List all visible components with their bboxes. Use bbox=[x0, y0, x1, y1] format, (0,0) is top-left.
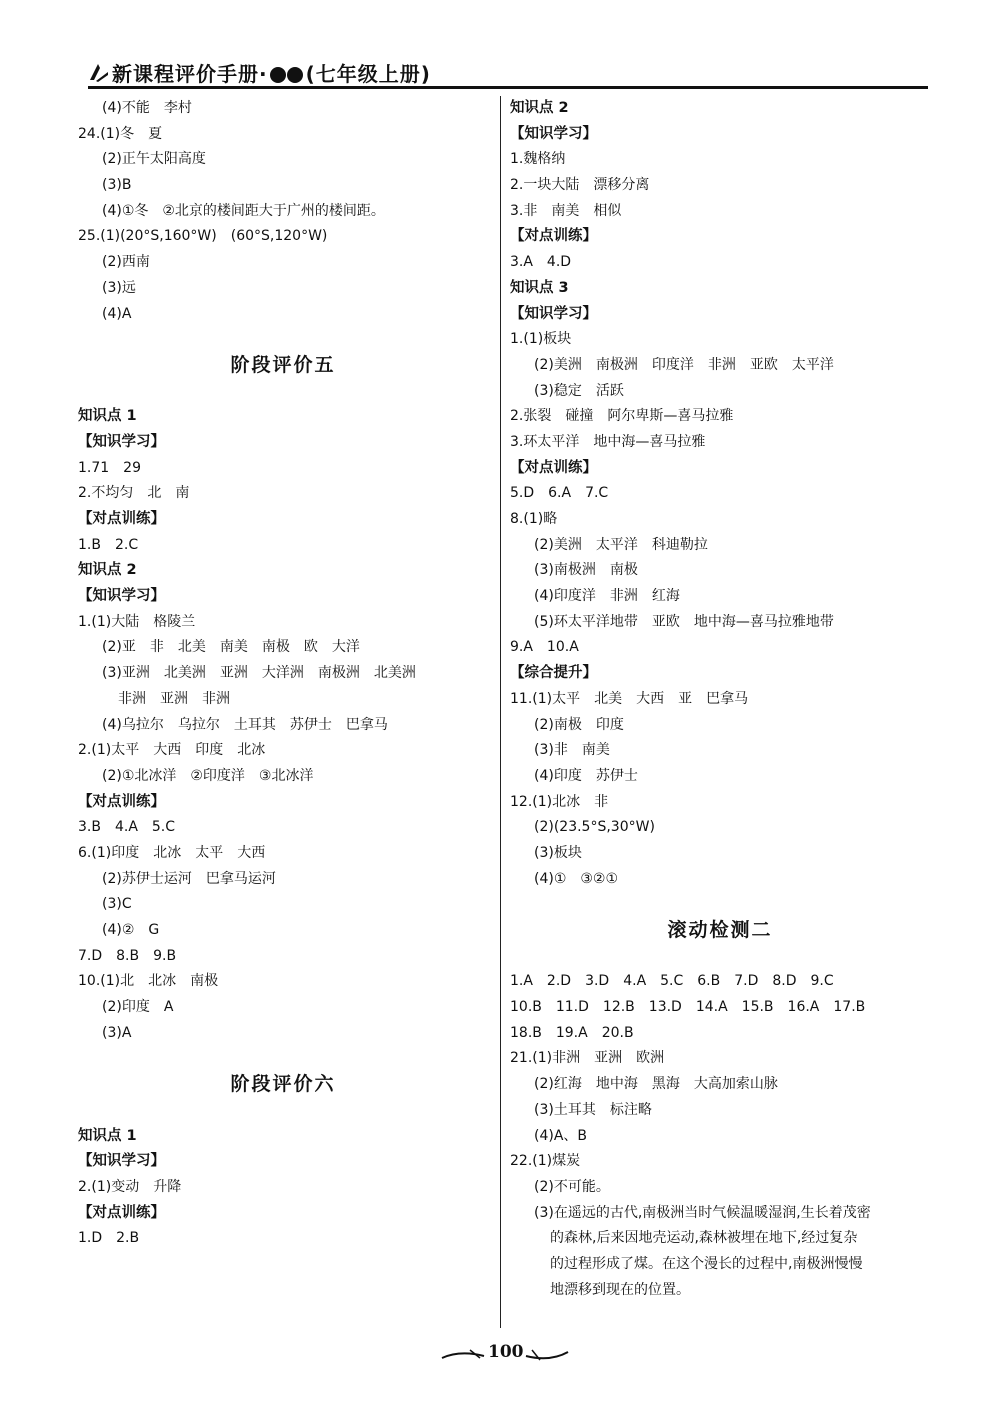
answer-line: 2.不均匀 北 南 bbox=[78, 485, 190, 502]
answer-line: (2)正午太阳高度 bbox=[102, 151, 206, 168]
section-heading: 阶段评价六 bbox=[230, 1073, 336, 1096]
answer-line: 8.(1)略 bbox=[510, 511, 558, 527]
knowledge-point-title: 知识点 1 bbox=[78, 408, 137, 425]
series-logo-icon bbox=[270, 64, 304, 88]
knowledge-point-title: 知识点 3 bbox=[510, 279, 569, 296]
answer-line: (4)A、B bbox=[534, 1127, 588, 1144]
left-column bbox=[78, 96, 488, 1252]
spacer bbox=[510, 892, 930, 918]
answer-line: 1.71 29 bbox=[78, 459, 141, 476]
spacer bbox=[78, 379, 488, 405]
answer-line: (3)远 bbox=[102, 279, 136, 296]
spacer bbox=[510, 944, 930, 970]
answer-line: (5)环太平洋地带 亚欧 地中海—喜马拉雅地带 bbox=[534, 613, 834, 630]
header-rule bbox=[88, 86, 928, 89]
answer-line: 6.(1)印度 北冰 太平 大西 bbox=[78, 844, 266, 861]
answer-line: 1.D 2.B bbox=[78, 1230, 140, 1247]
answer-line: 11.(1)太平 北美 大西 亚 巴拿马 bbox=[510, 690, 749, 707]
subsection-label: 【对点训练】 bbox=[78, 1204, 165, 1221]
answer-line: 的森林,后来因地壳运动,森林被埋在地下,经过复杂 bbox=[550, 1230, 858, 1247]
answer-line: 21.(1)非洲 亚洲 欧洲 bbox=[510, 1050, 665, 1067]
header-title-left: 新课程评价手册· bbox=[112, 62, 268, 86]
answer-line: (2)红海 地中海 黑海 大高加索山脉 bbox=[534, 1076, 778, 1093]
answer-line: (3)南极洲 南极 bbox=[534, 562, 638, 579]
right-column bbox=[510, 96, 930, 1303]
knowledge-point-title: 知识点 1 bbox=[78, 1127, 137, 1144]
header-title-right: (七年级上册) bbox=[305, 62, 431, 86]
subsection-label: 【知识学习】 bbox=[78, 433, 165, 450]
answer-line: (2)印度 A bbox=[102, 999, 174, 1016]
answer-line: 7.D 8.B 9.B bbox=[78, 947, 177, 964]
answer-line: 地漂移到现在的位置。 bbox=[550, 1281, 690, 1298]
section-heading: 滚动检测二 bbox=[667, 919, 773, 941]
answer-line: (3)亚洲 北美洲 亚洲 大洋洲 南极洲 北美洲 bbox=[102, 665, 416, 682]
answer-line: (4)A bbox=[102, 305, 132, 322]
answer-line: 12.(1)北冰 非 bbox=[510, 793, 609, 810]
page-header bbox=[88, 52, 928, 90]
answer-line: 1.(1)板块 bbox=[510, 331, 572, 348]
knowledge-point-title: 知识点 2 bbox=[510, 100, 569, 116]
answer-line: 1.A 2.D 3.D 4.A 5.C 6.B 7.D 8.D 9.C bbox=[510, 973, 834, 990]
knowledge-point-title: 知识点 2 bbox=[78, 562, 137, 579]
answer-line: (3)土耳其 标注略 bbox=[534, 1101, 652, 1118]
subsection-label: 【综合提升】 bbox=[510, 665, 597, 682]
answer-line: (3)在遥远的古代,南极洲当时气候温暖湿润,生长着茂密 bbox=[534, 1204, 871, 1221]
answer-line: 25.(1)(20°S,160°W) (60°S,120°W) bbox=[78, 228, 328, 245]
answer-line: (2)苏伊士运河 巴拿马运河 bbox=[102, 870, 276, 887]
subsection-label: 【对点训练】 bbox=[78, 511, 165, 527]
answer-line: 2.张裂 碰撞 阿尔卑斯—喜马拉雅 bbox=[510, 408, 734, 425]
spacer bbox=[78, 1046, 488, 1072]
answer-line: 5.D 6.A 7.C bbox=[510, 485, 609, 502]
answer-line: (4)①冬 ②北京的楼间距大于广州的楼间距。 bbox=[102, 202, 385, 219]
answer-line: (2)亚 非 北美 南美 南极 欧 大洋 bbox=[102, 639, 360, 656]
answer-line: (3)B bbox=[102, 177, 132, 194]
answer-line: 3.B 4.A 5.C bbox=[78, 819, 176, 836]
answer-line: (3)稳定 活跃 bbox=[534, 382, 624, 399]
answer-line: (2)美洲 南极洲 印度洋 非洲 亚欧 太平洋 bbox=[534, 356, 834, 373]
answer-line: (2)南极 印度 bbox=[534, 716, 624, 733]
answer-line: (3)C bbox=[102, 896, 132, 913]
answer-line: (2)(23.5°S,30°W) bbox=[534, 819, 655, 836]
answer-line: 18.B 19.A 20.B bbox=[510, 1024, 634, 1041]
spacer bbox=[78, 327, 488, 353]
answer-line: 3.A 4.D bbox=[510, 254, 572, 271]
answer-line: (4)② G bbox=[102, 922, 160, 938]
answer-line: 24.(1)冬 夏 bbox=[78, 125, 163, 142]
answer-line: 2.(1)变动 升降 bbox=[78, 1178, 182, 1195]
page-footer bbox=[440, 1340, 570, 1370]
header-title bbox=[112, 58, 431, 88]
answer-line: 22.(1)煤炭 bbox=[510, 1153, 581, 1170]
answer-line: 1.魏格纳 bbox=[510, 151, 566, 168]
footer-right-flourish-icon bbox=[524, 1340, 570, 1366]
answer-line: (2)美洲 太平洋 科迪勒拉 bbox=[534, 536, 708, 553]
answer-line: 9.A 10.A bbox=[510, 639, 579, 656]
answer-line: 10.(1)北 北冰 南极 bbox=[78, 973, 219, 990]
answer-line: 2.一块大陆 漂移分离 bbox=[510, 177, 650, 194]
section-heading: 阶段评价五 bbox=[230, 353, 336, 376]
answer-line: 的过程形成了煤。在这个漫长的过程中,南极洲慢慢 bbox=[550, 1255, 863, 1272]
answer-line: 10.B 11.D 12.B 13.D 14.A 15.B 16.A 17.B bbox=[510, 999, 866, 1016]
page-number: 100 bbox=[488, 1342, 524, 1362]
answer-line: (4)印度洋 非洲 红海 bbox=[534, 588, 680, 605]
answer-line: (4)① ③②① bbox=[534, 870, 619, 887]
answer-line: 1.B 2.C bbox=[78, 536, 139, 553]
answer-line: (3)板块 bbox=[534, 844, 582, 861]
answer-line: (4)乌拉尔 乌拉尔 土耳其 苏伊士 巴拿马 bbox=[102, 716, 388, 733]
answer-line: (3)非 南美 bbox=[534, 742, 610, 759]
subsection-label: 【对点训练】 bbox=[78, 793, 165, 810]
answer-line: 1.(1)大陆 格陵兰 bbox=[78, 613, 196, 630]
spacer bbox=[78, 1098, 488, 1124]
subsection-label: 【知识学习】 bbox=[78, 1153, 165, 1170]
subsection-label: 【知识学习】 bbox=[510, 125, 597, 142]
answer-line: 3.非 南美 相似 bbox=[510, 202, 622, 219]
answer-line: 2.(1)太平 大西 印度 北冰 bbox=[78, 742, 266, 759]
subsection-label: 【对点训练】 bbox=[510, 228, 597, 245]
answer-line: (2)不可能。 bbox=[534, 1178, 610, 1195]
subsection-label: 【对点训练】 bbox=[510, 459, 597, 476]
footer-left-flourish-icon bbox=[440, 1340, 486, 1366]
answer-line: (2)西南 bbox=[102, 254, 150, 271]
answer-line: (2)①北冰洋 ②印度洋 ③北冰洋 bbox=[102, 767, 314, 784]
book-logo-icon bbox=[88, 60, 110, 84]
subsection-label: 【知识学习】 bbox=[78, 588, 165, 605]
answer-line: 非洲 亚洲 非洲 bbox=[118, 690, 230, 707]
answer-line: (3)A bbox=[102, 1024, 132, 1041]
subsection-label: 【知识学习】 bbox=[510, 305, 597, 322]
answer-line: (4)印度 苏伊士 bbox=[534, 767, 638, 784]
answer-line: 3.环太平洋 地中海—喜马拉雅 bbox=[510, 433, 706, 450]
answer-line: (4)不能 李村 bbox=[102, 100, 192, 116]
column-divider bbox=[500, 96, 501, 1328]
